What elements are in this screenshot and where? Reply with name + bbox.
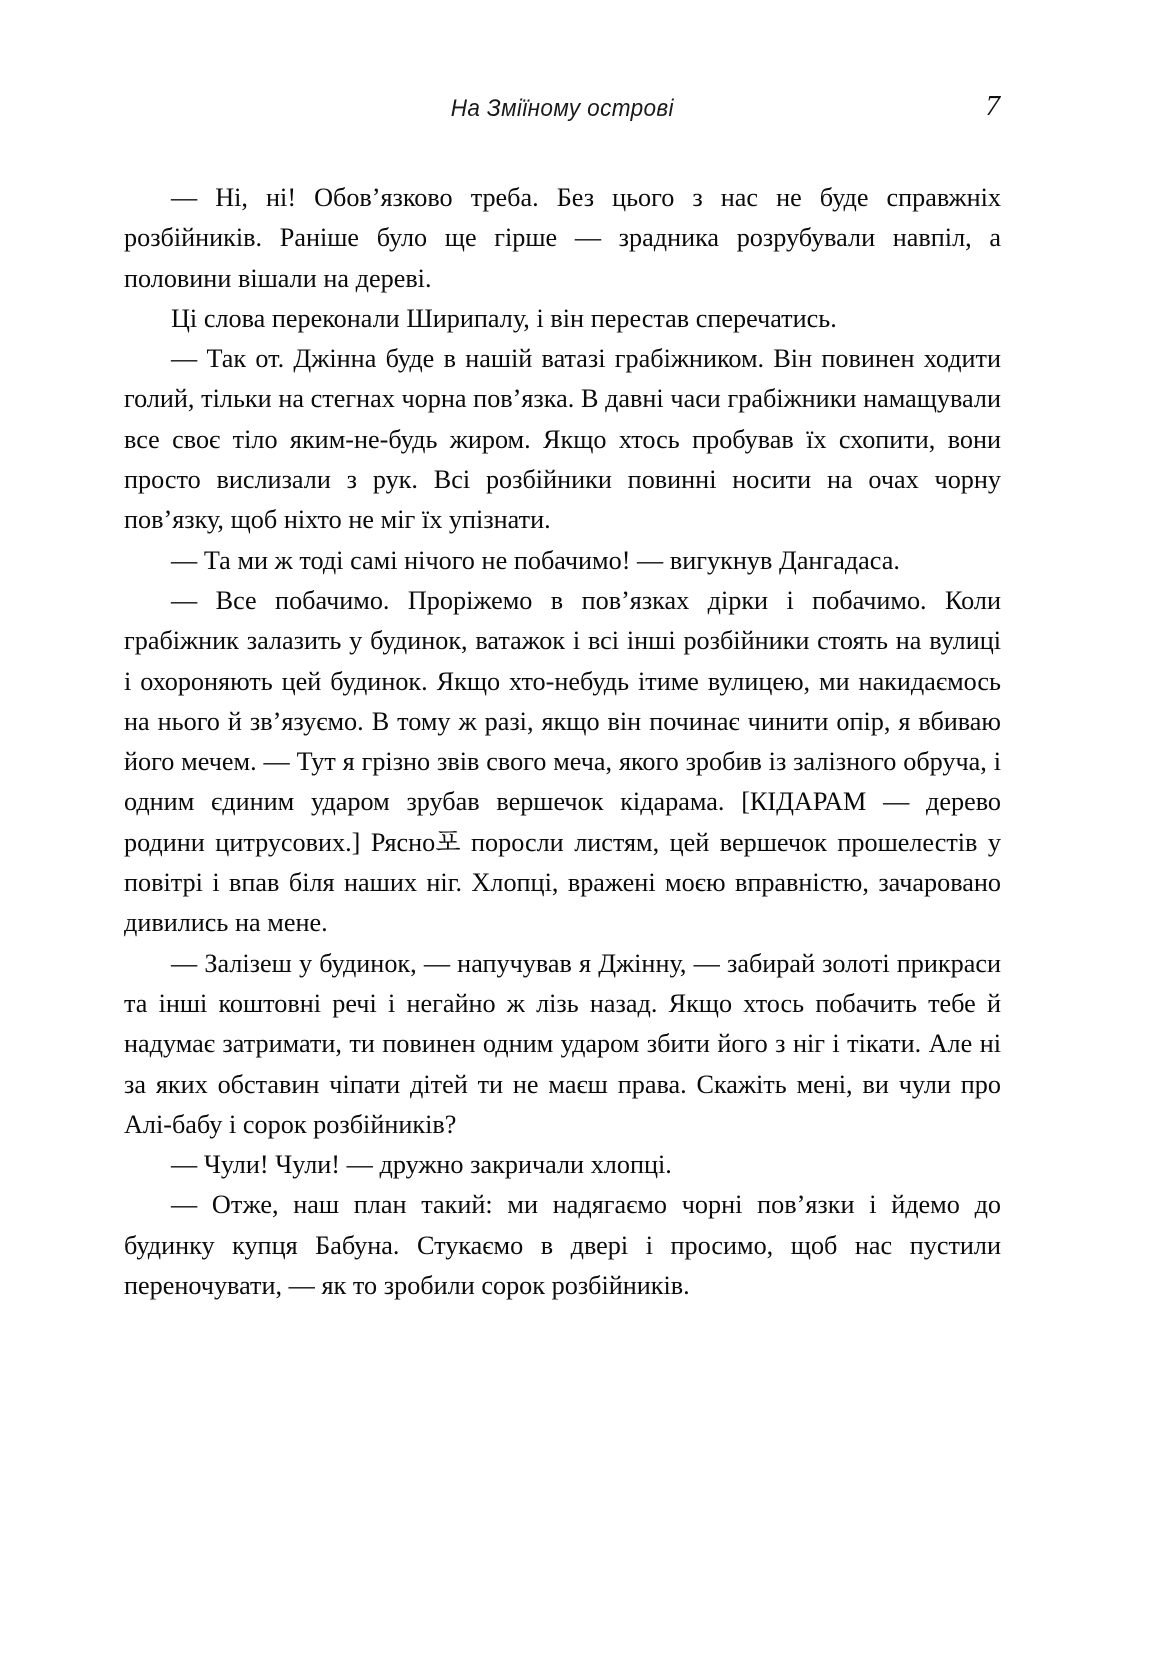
paragraph: — Все побачимо. Проріжемо в пов’язках дірки і побачимо. Коли грабіжник залазить у будинок, ватажок і всі інші розбійники стоять на вулиці і охороняють цей будинок. Якщо хто-небудь ітиме вулицею, ми накидаємось на нього й зв’язуємо. В тому ж разі, якщо він починає чинити опір, я вбиваю його мечем. — Тут я грізно звів свого меча, якого зробив із залізного обруча, і одним єдиним ударом зрубав вершечок кідарама. [КІДАРАМ — дерево родини цитрусових.] Рясно포 поросли листям, цей вершечок прошелестів у повітрі і впав біля наших ніг. Хлопці, вражені моєю вправністю, зачаровано дивились на мене.	[124, 585, 1001, 938]
running-head-title: На Зміїному острові	[450, 95, 674, 122]
paragraph: — Та ми ж тоді самі нічого не побачимо! — вигукнув Дангадаса.	[171, 545, 900, 575]
running-head	[124, 95, 1000, 135]
paragraph: Ці слова переконали Ширипалу, і він перестав сперечатись.	[171, 303, 837, 333]
paragraph: — Ні, ні! Обов’язково треба. Без цього з нас не буде справжніх розбійників. Раніше було ще гірше — зрадника розрубували навпіл, а половини вішали на дереві.	[124, 183, 1001, 293]
paragraph: — Отже, наш план такий: ми надягаємо чорні пов’язки і йдемо до будинку купця Бабуна. Стукаємо в двері і просимо, щоб нас пустили переночувати, — як то зробили сорок розбійників.	[124, 1190, 1001, 1301]
body-text-block	[124, 178, 1001, 1306]
page-number: 7	[985, 90, 1000, 122]
paragraph: — Залізеш у будинок, — напучував я Джінну, — забирай золоті прикраси та інші коштовні речі і негайно ж лізь назад. Якщо хтось побачить тебе й надумає затримати, ти повинен одним ударом збити його з ніг і тікати. Але ні за яких обставин чіпати дітей ти не маєш права. Скажіть мені, ви чули про Алі-бабу і сорок розбійників?	[124, 948, 1001, 1139]
paragraph: — Так от. Джінна буде в нашій ватазі грабіжником. Він повинен ходити голий, тільки на стегнах чорна пов’язка. В давні часи грабіжники намащували все своє тіло яким-не-будь жиром. Якщо хтось пробував їх схопити, вони просто вислизали з рук. Всі розбійники повинні носити на очах чорну пов’язку, щоб ніхто не міг їх упізнати.	[124, 344, 1001, 535]
paragraph: — Чули! Чули! — дружно закричали хлопці.	[171, 1150, 672, 1180]
